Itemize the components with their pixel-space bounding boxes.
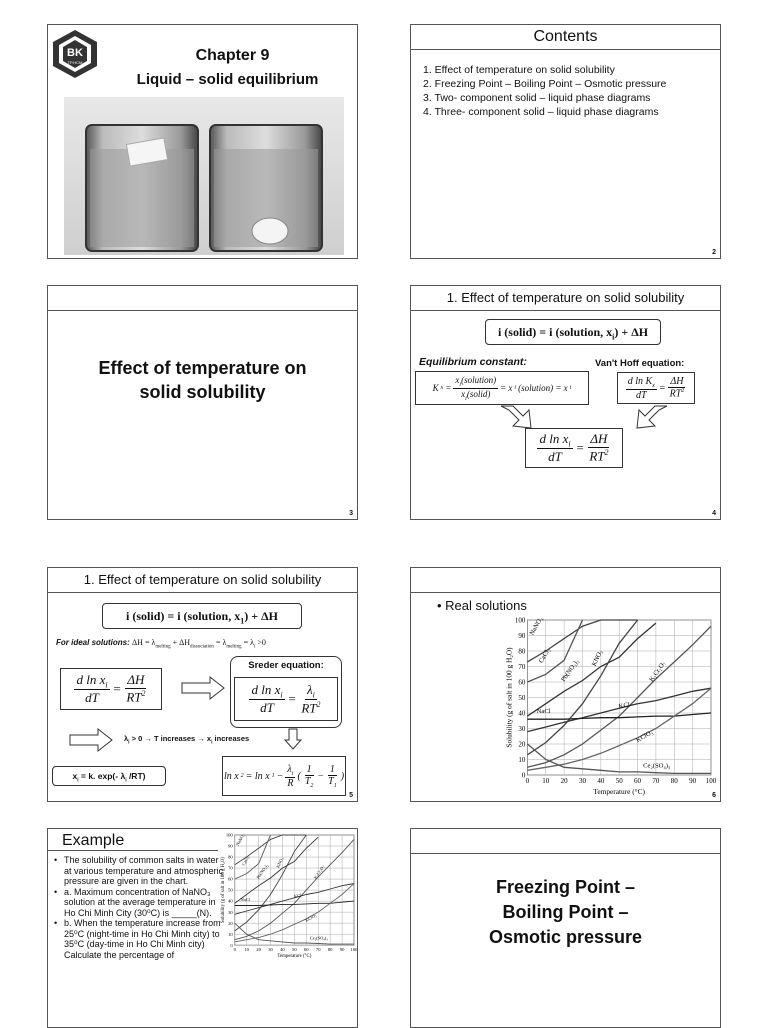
y-tick-label: 70 bbox=[518, 662, 526, 671]
slide-title bbox=[47, 24, 358, 259]
series-label: Pb(NO₃)₂ bbox=[560, 658, 581, 684]
slide-solubility-eq bbox=[410, 285, 721, 520]
x-tick-label: 100 bbox=[350, 946, 358, 952]
ln-ratio-formula: ln x 2 = ln x 1 − $\frac{\lambda_i}{R}$ ( $\frac{1}{T_2}$ − $\frac{1}{T_1}$ ) bbox=[222, 756, 346, 796]
series-label: NaCl bbox=[536, 708, 551, 715]
y-tick-label: 100 bbox=[225, 832, 233, 838]
slide-title: Example bbox=[48, 829, 218, 851]
slide-titlebar bbox=[411, 568, 720, 593]
series-label: KNO₃ bbox=[275, 856, 285, 869]
x-tick-label: 60 bbox=[634, 777, 642, 785]
x-tick-label: 10 bbox=[542, 777, 550, 785]
xk-b: = k. exp(- λ bbox=[78, 771, 126, 781]
example-bullet: • a. Maximum concentration of NaNO₃ solution at the average temperature in Ho Chi Minh City (30⁰C) is _____(N). bbox=[58, 887, 228, 919]
y-tick-label: 100 bbox=[514, 616, 526, 625]
x-tick-label: 30 bbox=[268, 946, 273, 952]
y-tick-label: 60 bbox=[518, 678, 526, 687]
y-tick-label: 40 bbox=[518, 709, 526, 718]
x-tick-label: 20 bbox=[256, 946, 261, 952]
series-label: KCl bbox=[618, 701, 631, 711]
solubility-chart bbox=[505, 616, 715, 796]
slide-titlebar bbox=[411, 829, 720, 854]
slide-titlebar bbox=[48, 286, 357, 311]
page-number: 6 bbox=[712, 792, 716, 799]
y-tick-label: 50 bbox=[228, 887, 233, 893]
slide-contents bbox=[410, 24, 721, 259]
y-tick-label: 80 bbox=[228, 854, 233, 860]
series-label: Pb(NO₃)₂ bbox=[255, 862, 270, 880]
example-bullet: • The solubility of common salts in water at various temperature and atmospheric pressure are given in the chart. bbox=[58, 855, 228, 887]
chapter-title: Chapter 9 bbox=[195, 47, 270, 64]
section-title-line1: Effect of temperature on bbox=[98, 358, 307, 378]
series-label: CaCl₂ bbox=[537, 647, 552, 665]
series-label: K₂Cr₂O₇ bbox=[648, 660, 668, 684]
x-tick-label: 50 bbox=[292, 946, 297, 952]
arrow-right-icon bbox=[631, 404, 671, 430]
slide-ideal-solutions bbox=[47, 567, 358, 802]
y-tick-label: 80 bbox=[518, 647, 526, 656]
series-label: Ce₂(SO₄)₃ bbox=[643, 762, 671, 770]
section-line3: Osmotic pressure bbox=[488, 927, 643, 947]
reaction-text-end: ) + ΔH bbox=[614, 325, 649, 339]
y-axis-label: Solubility (g of salt in 100 g H₂O) bbox=[221, 857, 227, 924]
reaction-equation: i (solid) = i (solution, $x_i) + \Delta H$ bbox=[485, 319, 661, 345]
slide-section-freezing bbox=[410, 828, 721, 1028]
y-tick-label: 50 bbox=[518, 693, 526, 702]
chapter-subtitle: Liquid – solid equilibrium bbox=[136, 71, 319, 88]
contents-item: 1. Effect of temperature on solid solubility bbox=[423, 64, 615, 76]
arrow-left-icon bbox=[497, 404, 537, 430]
series-label: NaNO₃ bbox=[528, 615, 545, 637]
y-tick-label: 10 bbox=[518, 755, 526, 764]
contents-list bbox=[423, 64, 720, 118]
x-tick-label: 20 bbox=[560, 777, 568, 785]
page-number: 4 bbox=[712, 510, 716, 517]
logo-sub: TP.HCM bbox=[67, 60, 83, 65]
slide-real-solutions bbox=[410, 567, 721, 802]
real-solutions-label: Real solutions bbox=[445, 598, 527, 613]
y-tick-label: 70 bbox=[228, 865, 233, 871]
section-line2: Boiling Point – bbox=[502, 902, 629, 922]
x-tick-label: 90 bbox=[339, 946, 345, 952]
series-label: KNO₃ bbox=[590, 649, 605, 668]
series-label: KClO₃ bbox=[304, 912, 318, 923]
y-tick-label: 20 bbox=[228, 920, 233, 926]
x-tick-label: 100 bbox=[705, 777, 717, 785]
series-label: KCl bbox=[293, 892, 302, 899]
ideal-label: For ideal solutions: bbox=[56, 638, 130, 647]
x-tick-label: 10 bbox=[244, 946, 249, 952]
solubility-chart-small bbox=[220, 831, 358, 959]
x-tick-label: 80 bbox=[670, 777, 678, 785]
contents-item: 4. Three- component solid – liquid phase diagrams bbox=[423, 106, 659, 118]
x-tick-label: 40 bbox=[280, 946, 285, 952]
x-tick-label: 60 bbox=[303, 946, 309, 952]
x-axis-label: Temperature (°C) bbox=[593, 787, 645, 796]
x-increases-end: increases bbox=[212, 734, 250, 743]
equilibrium-constant-formula: K x = $\frac{x_i(solution)}{x_i(solid)}$ = x i (solution) = x i bbox=[415, 371, 589, 405]
page-number: 2 bbox=[712, 249, 716, 256]
slide-title: Contents bbox=[411, 25, 720, 50]
y-tick-label: 0 bbox=[230, 942, 233, 948]
x-tick-label: 80 bbox=[327, 946, 333, 952]
series-label: CaCl₂ bbox=[240, 854, 251, 867]
x-tick-label: 0 bbox=[233, 946, 236, 952]
y-tick-label: 90 bbox=[228, 843, 233, 849]
x-increases: x bbox=[206, 734, 212, 743]
x-tick-label: 90 bbox=[689, 777, 697, 785]
t-increases: T increases bbox=[153, 734, 196, 743]
section-title-line2: solid solubility bbox=[139, 382, 266, 402]
x-tick-label: 50 bbox=[615, 777, 623, 785]
real-solutions-bullet: • Real solutions bbox=[437, 598, 527, 613]
series-label: NaCl bbox=[240, 897, 250, 903]
series-label: K₂Cr₂O₇ bbox=[312, 864, 326, 880]
x-tick-label: 70 bbox=[315, 946, 321, 952]
x-axis-label: Temperature (°C) bbox=[277, 954, 312, 959]
slide-title: 1. Effect of temperature on solid solubility bbox=[411, 286, 720, 311]
arrow-down-icon bbox=[284, 728, 302, 750]
y-tick-label: 60 bbox=[228, 876, 233, 882]
series-label: Ce₂(SO₄)₃ bbox=[309, 935, 328, 941]
reaction-equation: i (solid) = i (solution, $x_1) + \Delta H$ bbox=[102, 603, 302, 629]
y-tick-label: 0 bbox=[521, 771, 526, 780]
contents-item: 2. Freezing Point – Boiling Point – Osmotic pressure bbox=[423, 78, 667, 90]
arrow-right-icon bbox=[180, 676, 226, 700]
x-tick-label: 40 bbox=[597, 777, 605, 785]
series-label: KClO₃ bbox=[635, 729, 655, 745]
dlnx-formula: $\frac{d \ln x_i}{dT}$ = $\frac{\Delta H}{RT^2}$ bbox=[60, 668, 162, 710]
y-tick-label: 20 bbox=[518, 740, 526, 749]
x-tick-label: 30 bbox=[578, 777, 586, 785]
y-axis-label: Solubility (g of salt in 100 g H₂O) bbox=[504, 647, 514, 748]
logo-text: BK bbox=[67, 47, 83, 59]
x-tick-label: 0 bbox=[525, 777, 530, 785]
vant-hoff-label: Van't Hoff equation: bbox=[595, 358, 685, 369]
eq-const-label: Equilibrium constant: bbox=[419, 356, 527, 368]
contents-item: 3. Two- component solid – liquid phase diagrams bbox=[423, 92, 651, 104]
result-formula: $\frac{d \ln x_i}{dT}$ = $\frac{\Delta H}{RT^2}$ bbox=[525, 428, 623, 468]
x-tick-label: 70 bbox=[652, 777, 660, 785]
arrow-right-icon bbox=[68, 728, 114, 752]
y-tick-label: 10 bbox=[228, 931, 233, 937]
y-tick-label: 30 bbox=[518, 724, 526, 733]
beakers-photo bbox=[64, 97, 344, 255]
y-tick-label: 90 bbox=[518, 631, 526, 640]
ideal-line: For ideal solutions: $\Delta H = \lambda_{melting} + \Delta H_{dissociation} = \lambda_{melting} = \lambda_i >0$ bbox=[56, 638, 266, 650]
series-label: NaNO₃ bbox=[234, 832, 246, 847]
page-number: 3 bbox=[349, 510, 353, 517]
page-number: 5 bbox=[349, 792, 353, 799]
slide-example bbox=[47, 828, 358, 1028]
bk-logo bbox=[51, 28, 99, 80]
slide-title: 1. Effect of temperature on solid solubility bbox=[48, 568, 357, 593]
slide-section bbox=[47, 285, 358, 520]
xk-a: x bbox=[72, 771, 78, 781]
xk-formula: $x_i = k$. exp(- $\lambda_i$ /RT) bbox=[52, 766, 166, 786]
vant-hoff-formula: $\frac{d \ln K_x}{dT}$ = $\frac{\Delta H}{RT^2}$ bbox=[617, 372, 695, 404]
section-line1: Freezing Point – bbox=[495, 877, 636, 897]
y-tick-label: 30 bbox=[228, 909, 233, 915]
example-bullet: • b. When the temperature increase from 25⁰C (night-time in Ho Chi Minh city) to 35⁰C (day-time in Ho Chi Minh city) Calculate the percentage of bbox=[58, 918, 228, 960]
sreder-label: Sreder equation: bbox=[248, 660, 324, 671]
reaction-text: i (solid) = i (solution, x bbox=[497, 325, 613, 339]
y-tick-label: 40 bbox=[228, 898, 233, 904]
increase-note: $\lambda_i > 0 \to T$ increases → $x_i$ increases bbox=[124, 734, 250, 746]
example-bullets bbox=[48, 855, 228, 960]
sreder-formula: $\frac{d \ln x_i}{dT}$ = $\frac{\lambda_i}{RT^2}$ bbox=[234, 677, 338, 721]
xk-c: /RT) bbox=[126, 771, 146, 781]
